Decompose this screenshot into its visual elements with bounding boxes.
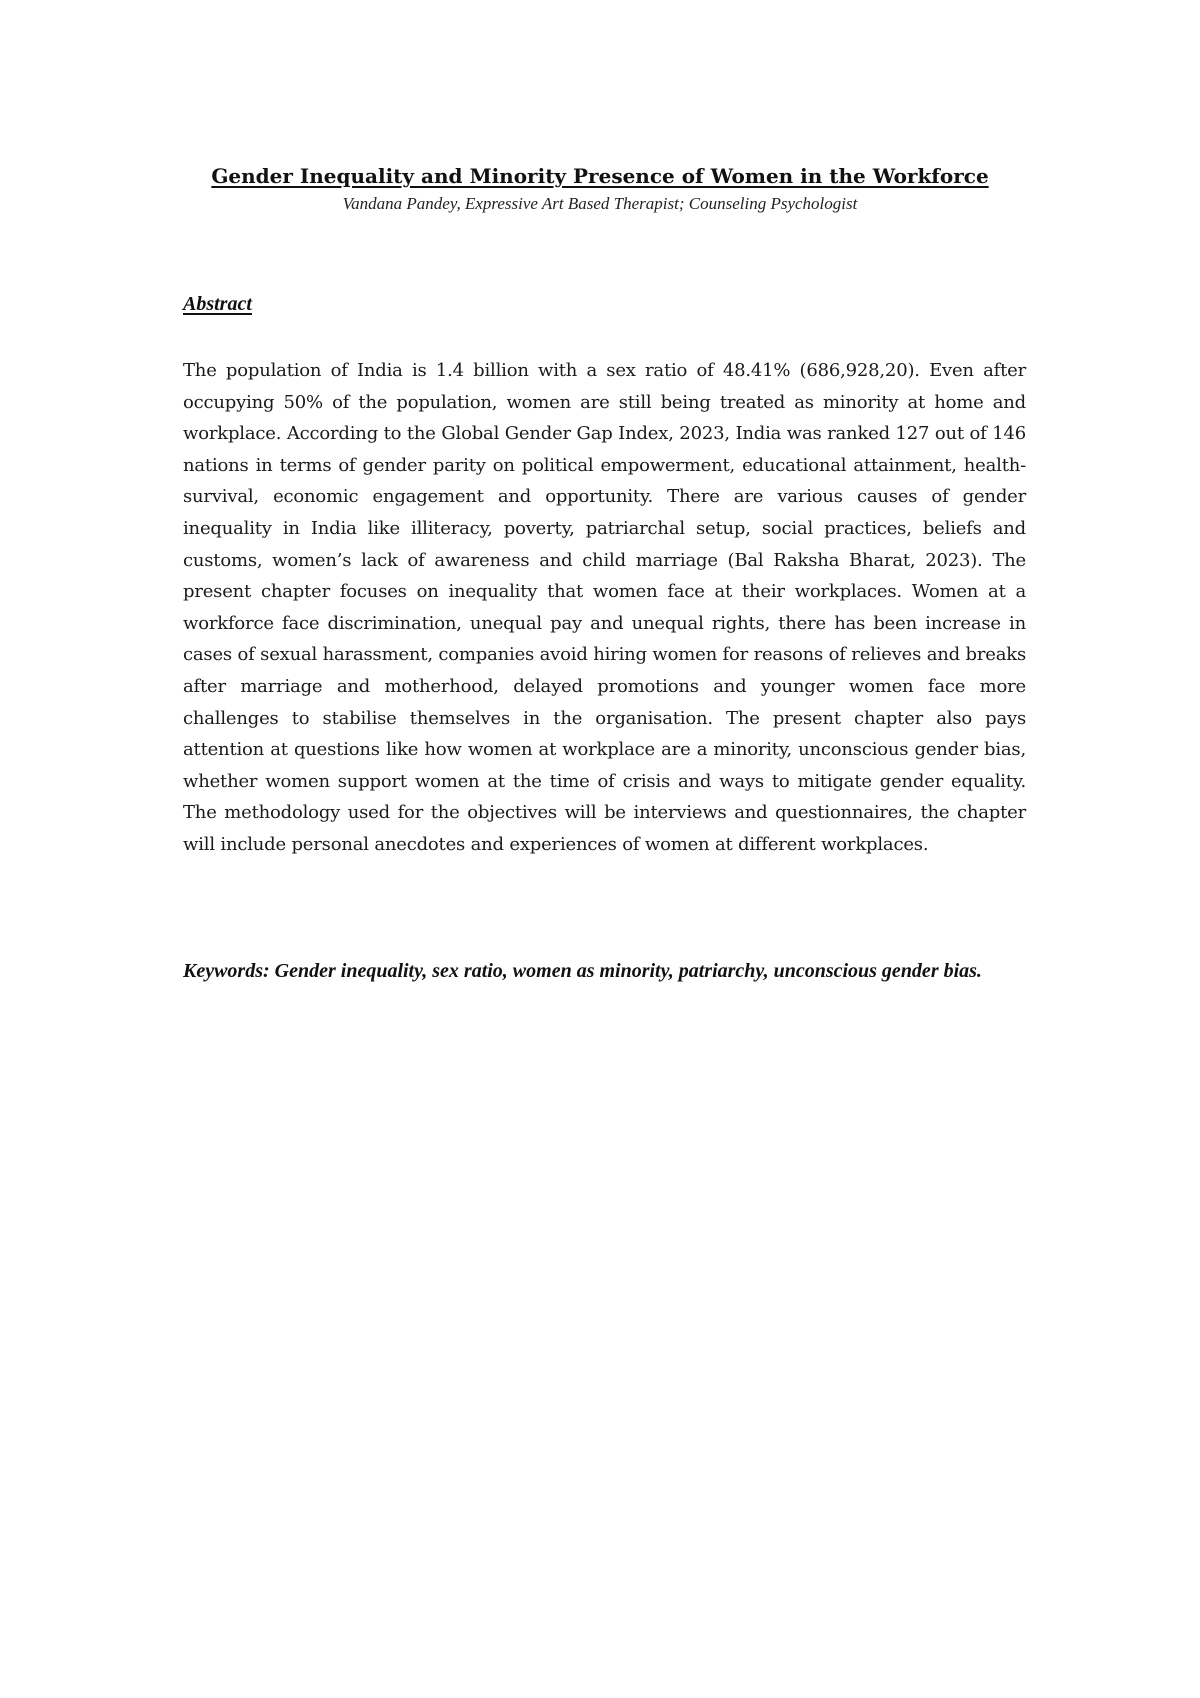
- keywords-paragraph: Keywords: Gender inequality, sex ratio, women as minority, patriarchy, unconscious gender bias.: [183, 960, 982, 982]
- document-header: [160, 162, 1040, 216]
- abstract-heading: Abstract: [183, 293, 252, 315]
- author-line: Vandana Pandey, Expressive Art Based Therapist; Counseling Psychologist: [342, 194, 858, 213]
- document-title: Gender Inequality and Minority Presence of Women in the Workforce: [211, 164, 989, 188]
- abstract-body: The population of India is 1.4 billion with a sex ratio of 48.41% (686,928,20). Even after occupying 50% of the population, women are still being treated as minority at home and workplace. According to the Global Gender Gap Index, 2023, India was ranked 127 out of 146 nations in terms of gender parity on political empowerment, educational attainment, health-survival, economic engagement and opportunity. There are various causes of gender inequality in India like illiteracy, poverty, patriarchal setup, social practices, beliefs and customs, women’s lack of awareness and child marriage (Bal Raksha Bharat, 2023). The present chapter focuses on inequality that women face at their workplaces. Women at a workforce face discrimination, unequal pay and unequal rights, there has been increase in cases of sexual harassment, companies avoid hiring women for reasons of relieves and breaks after marriage and motherhood, delayed promotions and younger women face more challenges to stabilise themselves in the organisation. The present chapter also pays attention at questions like how women at workplace are a minority, unconscious gender bias, whether women support women at the time of crisis and ways to mitigate gender equality. The methodology used for the objectives will be interviews and questionnaires, the chapter will include personal anecdotes and experiences of women at different workplaces.: [183, 360, 1026, 855]
